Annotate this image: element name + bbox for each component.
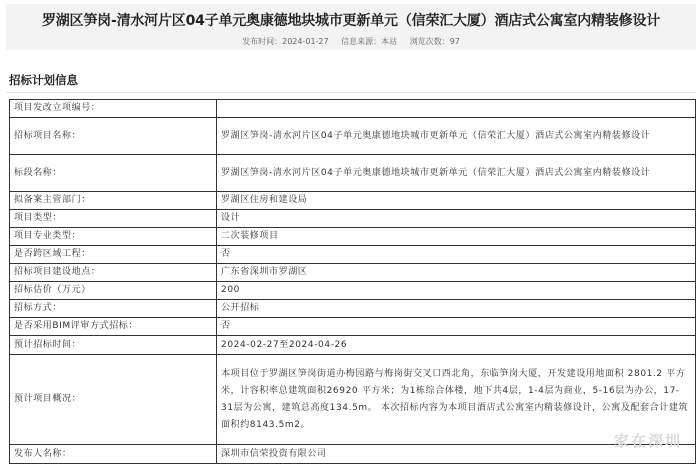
table-row — [10, 336, 696, 355]
view-count: 浏览次数：97 — [409, 37, 460, 46]
row-label: 项目专业类型： — [10, 228, 217, 246]
info-source: 信息来源：本站 — [341, 37, 398, 46]
row-label: 项目发改立项编号： — [10, 100, 217, 118]
table-row — [10, 118, 696, 155]
row-label: 招标项目名称： — [10, 118, 217, 155]
row-value: 罗湖区住房和建设局 — [217, 192, 696, 210]
table-row — [10, 318, 696, 336]
section-title: 招标计划信息 — [9, 73, 78, 87]
article-meta — [6, 36, 696, 47]
row-value: 深圳市信荣投资有限公司 — [217, 445, 696, 464]
row-label: 项目类型： — [10, 210, 217, 228]
site-watermark: 家在深圳 — [613, 432, 682, 450]
table-row — [10, 192, 696, 210]
row-label: 发布人名称： — [10, 445, 217, 464]
row-label: 招标估价（万元） — [10, 282, 217, 300]
table-row — [10, 264, 696, 282]
tender-plan-table — [9, 99, 696, 464]
row-value: 罗湖区笋岗-清水河片区04子单元奥康德地块城市更新单元（信荣汇大厦）酒店式公寓室内精装修设计 — [217, 118, 696, 155]
table-row — [10, 300, 696, 318]
row-value: 2024-02-27至2024-04-26 — [217, 336, 696, 355]
table-row — [10, 228, 696, 246]
row-label: 是否采用BIM评审方式招标： — [10, 318, 217, 336]
row-label: 拟备案主管部门： — [10, 192, 217, 210]
row-label: 招标方式： — [10, 300, 217, 318]
row-value — [217, 100, 696, 118]
row-value: 公开招标 — [217, 300, 696, 318]
table-row — [10, 100, 696, 118]
table-row — [10, 445, 696, 464]
row-value: 本项目位于罗湖区笋岗街道办梅园路与梅岗街交叉口西北角，东临笋岗大厦，开发建设用地面积 2801.2 平方米，计容积率总建筑面积26920 平方米；为1栋综合体楼，地下共4层，1-4层为商业，5-16层为办公，17-31层为公寓，建筑总高度134.5m。 本次招标内容为本项目酒店式公寓室内精装修设计，公寓及配套合计建筑面积约8143.5m2。 — [217, 355, 696, 445]
row-value: 设计 — [217, 210, 696, 228]
row-label: 标段名称： — [10, 155, 217, 192]
table-row — [10, 155, 696, 192]
row-label: 预计项目概况： — [10, 355, 217, 445]
section-divider — [6, 92, 696, 93]
table-row — [10, 210, 696, 228]
table-row — [10, 282, 696, 300]
publish-time: 发布时间：2024-01-27 — [242, 37, 329, 46]
row-value: 否 — [217, 246, 696, 264]
row-value: 罗湖区笋岗-清水河片区04子单元奥康德地块城市更新单元（信荣汇大厦）酒店式公寓室内精装修设计 — [217, 155, 696, 192]
row-value: 200 — [217, 282, 696, 300]
article-header — [6, 4, 696, 50]
row-value: 广东省深圳市罗湖区 — [217, 264, 696, 282]
row-label: 是否跨区域工程： — [10, 246, 217, 264]
row-value: 否 — [217, 318, 696, 336]
row-label: 招标项目建设地点： — [10, 264, 217, 282]
table-row — [10, 355, 696, 445]
row-label: 预计招标时间： — [10, 336, 217, 355]
table-row — [10, 246, 696, 264]
row-value: 二次装修项目 — [217, 228, 696, 246]
page-title: 罗湖区笋岗-清水河片区04子单元奥康德地块城市更新单元（信荣汇大厦）酒店式公寓室内精装修设计 — [41, 13, 661, 29]
